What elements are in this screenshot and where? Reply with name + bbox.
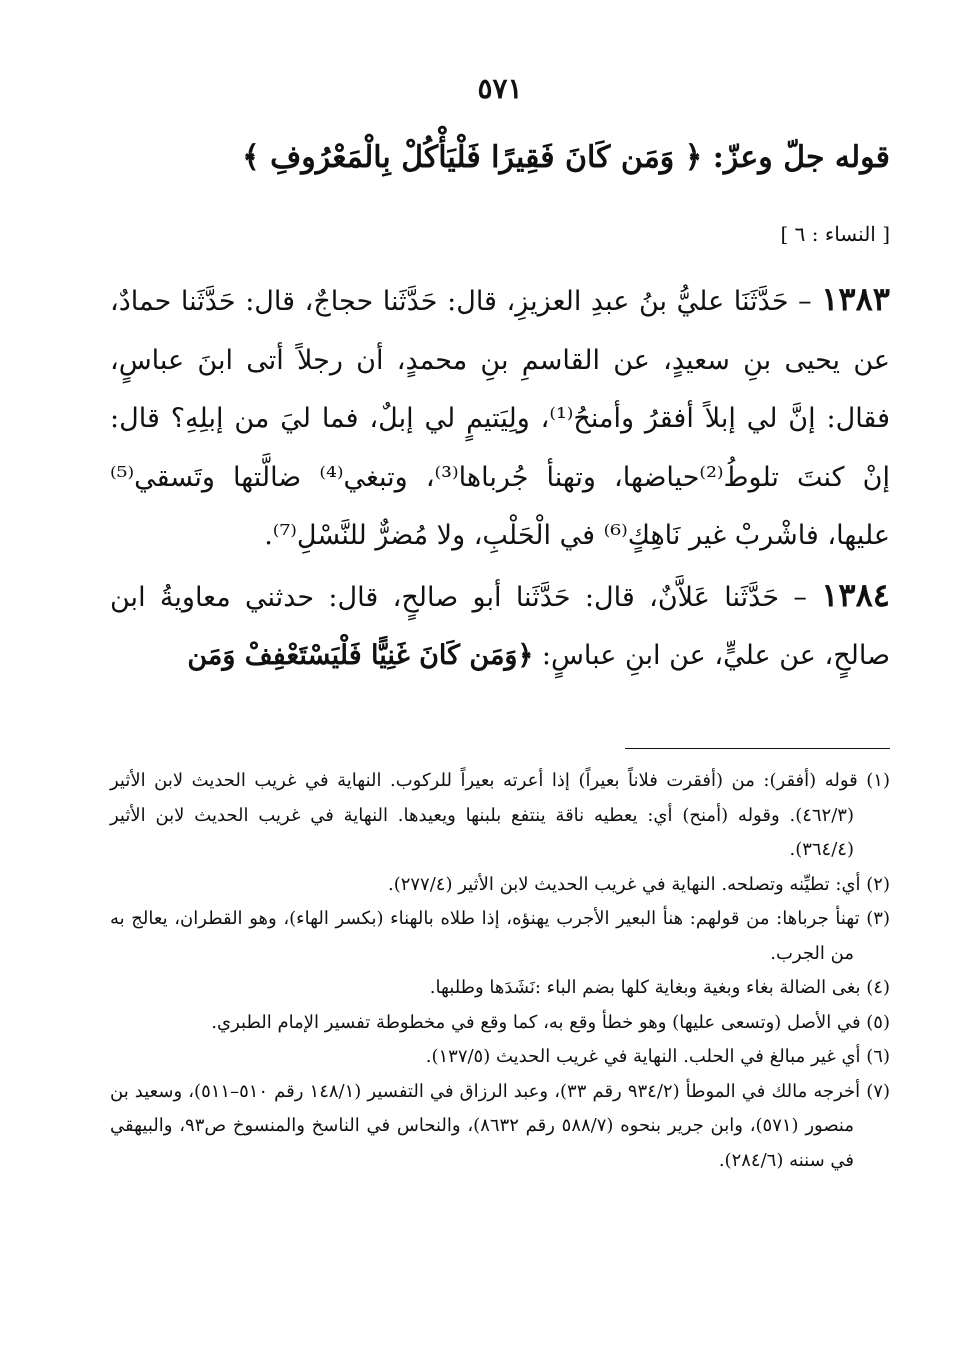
page-number: ٥٧١ [477,72,523,105]
hadith-text: – حَدَّثَنَا عليُّ بنُ عبدِ العزيزِ، قال: حَدَّثَنا حجاجٌ، قال: حَدَّثَنا حمادٌ، عن يحيى بنِ سعيدٍ، عن القاسمِ بنِ محمدٍ، أن رجلاً أتى ابنَ عباسٍ، فقال: إنَّ لي إبلاً أفقرُ وأمنحُ⁽¹⁾، ولِيَتيمٍ لي إبلٌ، فما ليَ من إبلِهِ؟ قال: إنْ كنتَ تلوطُ⁽²⁾حياضها، وتهنأ جُرباها⁽³⁾، وتبغي⁽⁴⁾ ضالَّتها وتَسقي⁽⁵⁾ عليها، فاشْربْ غير نَاهِكٍ⁽⁶⁾ في الْحَلْبِ، ولا مُضرٌّ للنَّسْلِ⁽⁷⁾. [110,286,890,551]
footnote-3: (٣) تهنأ جرباها: من قولهم: هنأ البعير الأجرب يهنؤه، إذا طلاه بالهناء (بكسر الهاء)، وهو القطران، يعالج به من الجرب. [110,908,890,964]
main-text [110,270,890,686]
footnote-7: (٧) أخرجه مالك في الموطأ (٩٣٤/٢ رقم ٣٣)، وعبد الرزاق في التفسير (١٤٨/١ رقم ٥١٠–٥١١)، وسعيد بن منصور (٥٧١)، وابن جرير بنحوه (٥٨٨/٧ رقم ٨٦٣٢)، والنحاس في الناسخ والمنسوخ ص٩٣، والبيهقي في سننه (٢٨٤/٦). [110,1080,890,1171]
footnote-separator [625,748,890,749]
footnote-2: (٢) أي: تطيِّنه وتصلحه. النهاية في غريب الحديث لابن الأثير (٢٧٧/٤). [387,873,890,895]
hadith-text: – حَدَّثَنا عَلاَّنٌ، قال: حَدَّثَنا أبو صالحٍ، قال: حدثني معاويةُ ابن صالحٍ، عن عليٍّ، عن ابنِ عباسٍ: [110,581,890,671]
quran-quote: ﴿وَمَن كَانَ غَنِيًّا فَلْيَسْتَعْفِفْ وَمَن [187,640,534,671]
footnote-5: (٥) في الأصل (وتسعى عليها) وهو خطأ وقع به، كما وقع في مخطوطة تفسير الإمام الطبري. [211,1011,890,1033]
hadith-1384 [110,566,890,686]
hadith-number: ١٣٨٣ [821,280,890,318]
footnote-6: (٦) أي غير مبالغ في الحلب. النهاية في غريب الحديث (١٣٧/٥). [425,1046,890,1067]
footnotes [110,764,890,1178]
hadith-1383 [110,270,890,566]
hadith-number: ١٣٨٤ [821,575,890,614]
section-heading: قوله جلّ وعزّ: ﴿ وَمَن كَانَ فَقِيرًا فَلْيَأْكُلْ بِالْمَعْرُوفِ ﴾ [242,140,890,175]
document-page [110,0,890,1364]
footnote-1: (١) قوله (أفقر): من (أفقرت فلاناً بعيراً) إذا أعرته بعيراً للركوب. النهاية في غريب الحديث لابن الأثير (٤٦٢/٣). وقوله (أمنح) أي: يعطيه ناقة ينتفع بلبنها ويعيدها. النهاية في غريب الحديث لابن الأثير (٣٦٤/٤). [110,770,890,860]
verse-reference: [ النساء : ٦ ] [780,222,890,246]
footnote-4: (٤) بغى الضالة بغاء وبغية وبغاية كلها بضم الباء :نَشَدَها وطلبها. [429,977,890,998]
